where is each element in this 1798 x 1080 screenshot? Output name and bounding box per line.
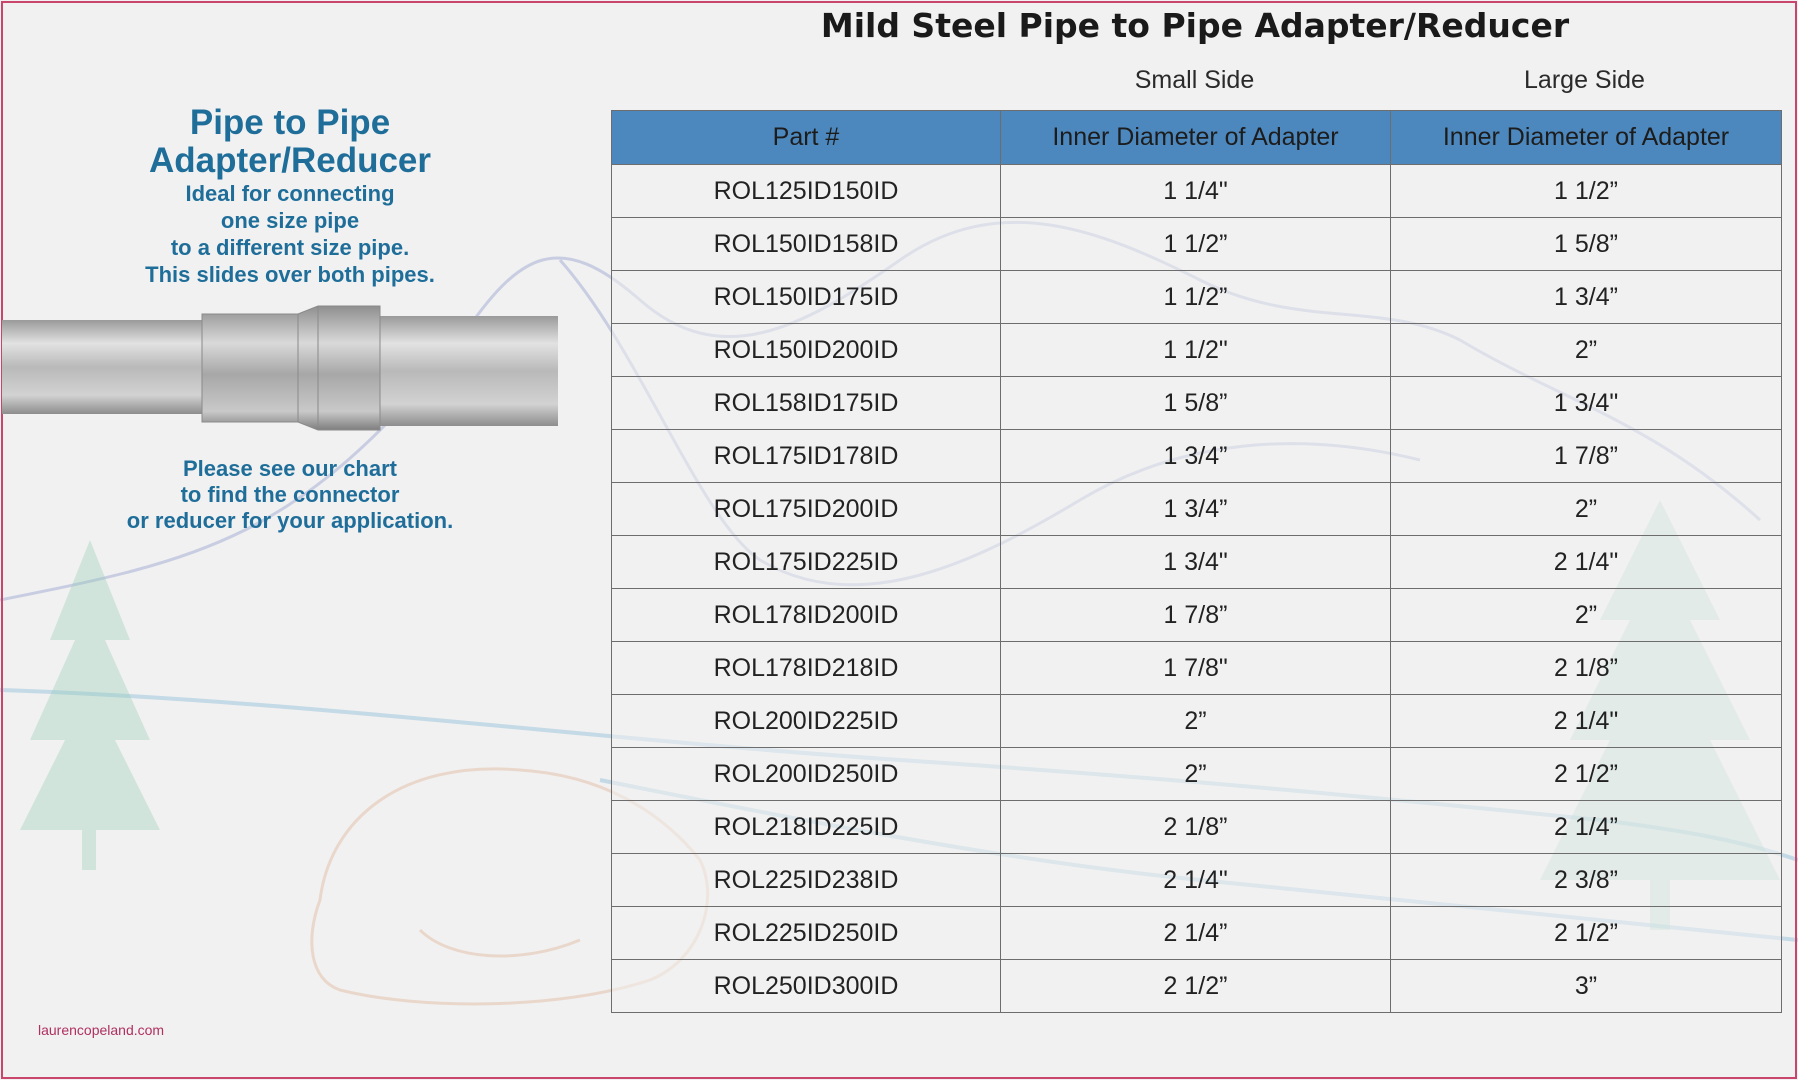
description-line: one size pipe [220, 208, 360, 233]
part-number-cell: ROL200ID250ID [612, 748, 1001, 801]
small-side-cell: 2 1/4” [1001, 907, 1391, 960]
small-side-heading: Small Side [1134, 66, 1255, 94]
table-row [612, 218, 1782, 271]
source-credit: laurencopeland.com [38, 1022, 165, 1038]
large-side-cell: 2 1/2” [1391, 907, 1782, 960]
small-side-cell: 1 3/4” [1001, 430, 1391, 483]
part-number-cell: ROL225ID250ID [612, 907, 1001, 960]
note-line: Please see our chart [182, 456, 397, 481]
large-side-cell: 2 3/8” [1391, 854, 1782, 907]
large-side-cell: 1 7/8” [1391, 430, 1782, 483]
description-line: Ideal for connecting [185, 181, 395, 206]
large-side-cell: 1 3/4” [1391, 271, 1782, 324]
small-side-cell: 1 3/4" [1001, 536, 1391, 589]
table-row [612, 430, 1782, 483]
table-row [612, 377, 1782, 430]
part-number-cell: ROL218ID225ID [612, 801, 1001, 854]
table-row [612, 748, 1782, 801]
table-row [612, 695, 1782, 748]
table-row [612, 483, 1782, 536]
small-side-cell: 1 1/2” [1001, 271, 1391, 324]
part-number-cell: ROL175ID178ID [612, 430, 1001, 483]
large-side-cell: 3” [1391, 960, 1782, 1013]
header-part-number: Part # [612, 111, 1001, 165]
small-side-cell: 1 1/2” [1001, 218, 1391, 271]
small-side-cell: 1 5/8” [1001, 377, 1391, 430]
header-small-inner-diameter: Inner Diameter of Adapter [1001, 111, 1391, 165]
part-number-cell: ROL125ID150ID [612, 165, 1001, 218]
description-line: This slides over both pipes. [145, 262, 435, 287]
small-side-cell: 2 1/2” [1001, 960, 1391, 1013]
small-side-cell: 1 7/8" [1001, 642, 1391, 695]
part-number-cell: ROL150ID175ID [612, 271, 1001, 324]
header-large-inner-diameter: Inner Diameter of Adapter [1391, 111, 1782, 165]
adapter-spec-table [611, 110, 1782, 1013]
part-number-cell: ROL200ID225ID [612, 695, 1001, 748]
table-row [612, 907, 1782, 960]
table-header-row [612, 111, 1782, 165]
product-title [90, 104, 490, 180]
part-number-cell: ROL150ID200ID [612, 324, 1001, 377]
small-side-cell: 1 3/4” [1001, 483, 1391, 536]
part-number-cell: ROL178ID218ID [612, 642, 1001, 695]
small-side-cell: 1 1/2" [1001, 324, 1391, 377]
large-side-cell: 2 1/4" [1391, 695, 1782, 748]
table-row [612, 271, 1782, 324]
small-side-cell: 1 1/4" [1001, 165, 1391, 218]
table-row [612, 324, 1782, 377]
large-side-cell: 2” [1391, 483, 1782, 536]
table-row [612, 642, 1782, 695]
small-side-cell: 2” [1001, 695, 1391, 748]
small-side-cell: 2 1/4" [1001, 854, 1391, 907]
note-line: to find the connector [180, 482, 400, 507]
small-side-cell: 2 1/8” [1001, 801, 1391, 854]
part-number-cell: ROL150ID158ID [612, 218, 1001, 271]
large-side-cell: 2 1/8” [1391, 642, 1782, 695]
part-number-cell: ROL175ID225ID [612, 536, 1001, 589]
large-side-cell: 1 3/4" [1391, 377, 1782, 430]
page-title: Mild Steel Pipe to Pipe Adapter/Reducer [820, 6, 1570, 45]
small-side-cell: 1 7/8” [1001, 589, 1391, 642]
product-description [90, 180, 490, 288]
chart-reference-note [80, 456, 500, 534]
part-number-cell: ROL225ID238ID [612, 854, 1001, 907]
table-row [612, 589, 1782, 642]
small-side-cell: 2” [1001, 748, 1391, 801]
large-side-cell: 2” [1391, 589, 1782, 642]
part-number-cell: ROL175ID200ID [612, 483, 1001, 536]
large-side-cell: 2 1/2” [1391, 748, 1782, 801]
large-side-cell: 1 5/8” [1391, 218, 1782, 271]
part-number-cell: ROL250ID300ID [612, 960, 1001, 1013]
large-side-cell: 2” [1391, 324, 1782, 377]
large-side-cell: 2 1/4” [1391, 801, 1782, 854]
table-row [612, 854, 1782, 907]
table-row [612, 960, 1782, 1013]
large-side-heading: Large Side [1524, 66, 1645, 94]
large-side-cell: 1 1/2” [1391, 165, 1782, 218]
table-row [612, 165, 1782, 218]
description-line: to a different size pipe. [170, 235, 410, 260]
table-row [612, 801, 1782, 854]
pipe-adapter-illustration [2, 300, 562, 435]
table-row [612, 536, 1782, 589]
product-title-line: Pipe to Pipe [189, 103, 391, 142]
note-line: or reducer for your application. [126, 508, 454, 533]
part-number-cell: ROL158ID175ID [612, 377, 1001, 430]
part-number-cell: ROL178ID200ID [612, 589, 1001, 642]
large-side-cell: 2 1/4" [1391, 536, 1782, 589]
product-title-line: Adapter/Reducer [148, 141, 432, 180]
